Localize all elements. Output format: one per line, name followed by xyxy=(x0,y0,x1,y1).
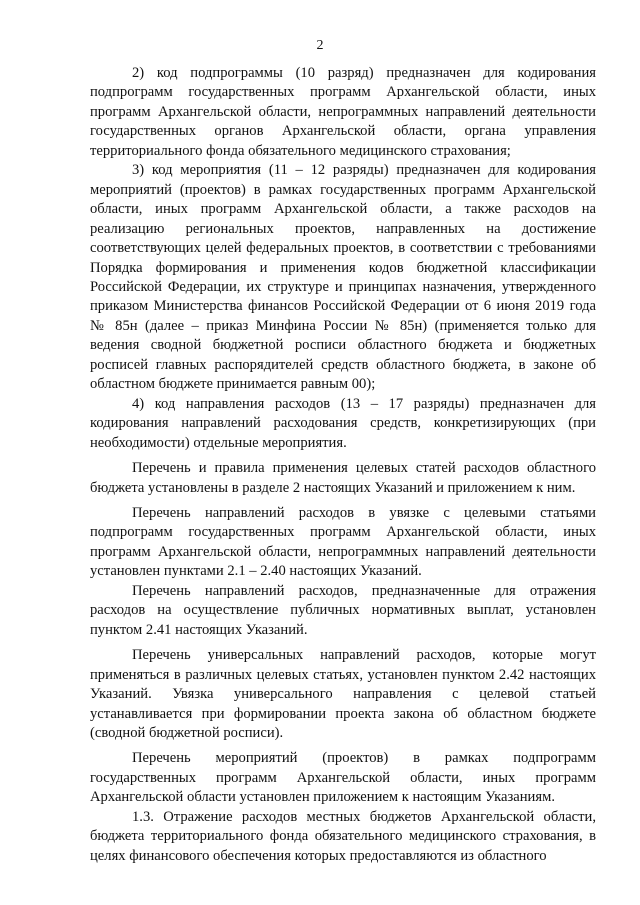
paragraph-activities-list: Перечень мероприятий (проектов) в рамках подпрограмм государственных программ Архангельской области, иных программ Архангельской области установлен приложением к настоящим Указаниям. xyxy=(90,750,596,806)
paragraph-section-1-3: 1.3. Отражение расходов местных бюджетов Архангельской области, бюджета территориального фонда обязательного медицинского страхования, в целях финансового обеспечения которых предоставляются из областного xyxy=(90,808,596,864)
paragraph-expense-directions-list: Перечень направлений расходов в увязке с целевыми статьями подпрограмм государственных программ Архангельской области, иных программ Архангельской области, непрограммных направлений деятельности установлен пунктами 2.1 – 2.40 настоящих Указаний. xyxy=(90,504,596,580)
paragraph-activity-code: 3) код мероприятия (11 – 12 разряды) предназначен для кодирования мероприятий (проектов) в рамках государственных программ Архангельской области, иных программ Архангельской области, а также расходов на реализацию региональных проектов, направленных на достижение соответствующих целей федеральных проектов, в соответствии с требованиями Порядка формирования и применения кодов бюджетной классификации Российской Федерации, их структуре и принципах назначения, утвержденного приказом Министерства финансов Российской Федерации от 6 июня 2019 года № 85н (далее – приказ Минфина России № 85н) (применяется только для ведения сводной бюджетной росписи областного бюджета и бюджетных росписей главных распорядителей средств областного бюджета, в законе об областном бюджете принимается равным 00); xyxy=(90,162,596,393)
paragraph-expense-direction-code: 4) код направления расходов (13 – 17 разряды) предназначен для кодирования направлений расходования средств, конкретизирующих (при необходимости) отдельные мероприятия. xyxy=(90,395,596,451)
document-body xyxy=(90,64,596,866)
paragraph-public-payments: Перечень направлений расходов, предназначенные для отражения расходов на осуществление публичных нормативных выплат, установлен пунктом 2.41 настоящих Указаний. xyxy=(90,582,596,638)
page-number: 2 xyxy=(316,38,324,53)
paragraph-target-articles-list: Перечень и правила применения целевых статей расходов областного бюджета установлены в разделе 2 настоящих Указаний и приложением к ним. xyxy=(90,460,596,496)
paragraph-universal-directions: Перечень универсальных направлений расходов, которые могут применяться в различных целевых статьях, установлен пунктом 2.42 настоящих Указаний. Увязка универсального направления с целевой статьей устанавливается при формировании проекта закона об областном бюджете (сводной бюджетной росписи). xyxy=(90,647,596,741)
paragraph-subprogram-code: 2) код подпрограммы (10 разряд) предназначен для кодирования подпрограмм государственных программ Архангельской области, иных программ Архангельской области, непрограммных направлений деятельности государственных органов Архангельской области, органа управления территориального фонда обязательного медицинского страхования; xyxy=(90,65,596,159)
